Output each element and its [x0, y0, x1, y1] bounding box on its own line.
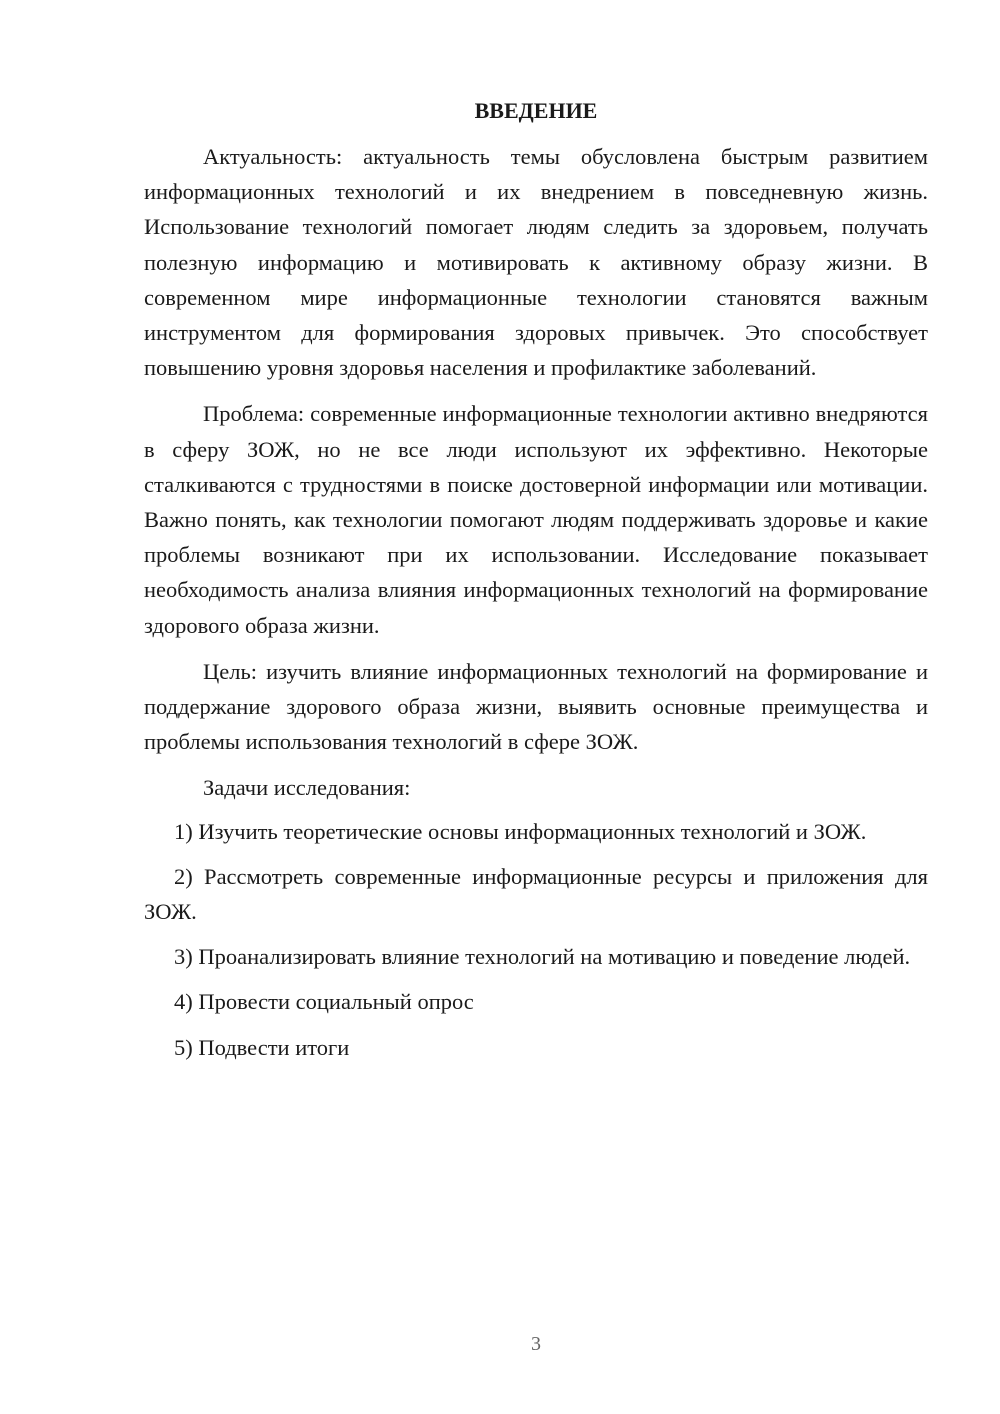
goal-paragraph: Цель: изучить влияние информационных технологий на формирование и поддержание здорового образа жизни, выявить основные преимущества и проблемы использования технологий в сфере ЗОЖ.: [144, 658, 928, 755]
relevance-paragraph: Актуальность: актуальность темы обусловлена быстрым развитием информационных технологий и их внедрением в повседневную жизнь. Использование технологий помогает людям следить за здоровьем, получать полезную информацию и мотивировать к активному образу жизни. В современном мире информационные технологии становятся важным инструментом для формирования здоровых привычек. Это способствует повышению уровня здоровья населения и профилактике заболеваний.: [144, 144, 928, 381]
section-title: ВВЕДЕНИЕ: [474, 98, 598, 123]
list-item: 3) Проанализировать влияние технологий на мотивацию и поведение людей.: [174, 944, 911, 970]
tasks-list: [144, 814, 928, 1065]
list-item: 5) Подвести итоги: [174, 1034, 350, 1060]
tasks-heading: Задачи исследования:: [203, 775, 411, 801]
list-item: 4) Провести социальный опрос: [174, 989, 474, 1015]
list-item: 2) Рассмотреть современные информационные ресурсы и приложения для ЗОЖ.: [144, 863, 928, 925]
document-page: [144, 96, 928, 1075]
page-number: 3: [531, 1333, 541, 1355]
list-item: 1) Изучить теоретические основы информационных технологий и ЗОЖ.: [174, 818, 867, 844]
problem-paragraph: Проблема: современные информационные технологии активно внедряются в сферу ЗОЖ, но не все люди используют их эффективно. Некоторые сталкиваются с трудностями в поиске достоверной информации или мотивации. Важно понять, как технологии помогают людям поддерживать здоровье и какие проблемы возникают при их использовании. Исследование показывает необходимость анализа влияния информационных технологий на формирование здорового образа жизни.: [144, 401, 928, 638]
